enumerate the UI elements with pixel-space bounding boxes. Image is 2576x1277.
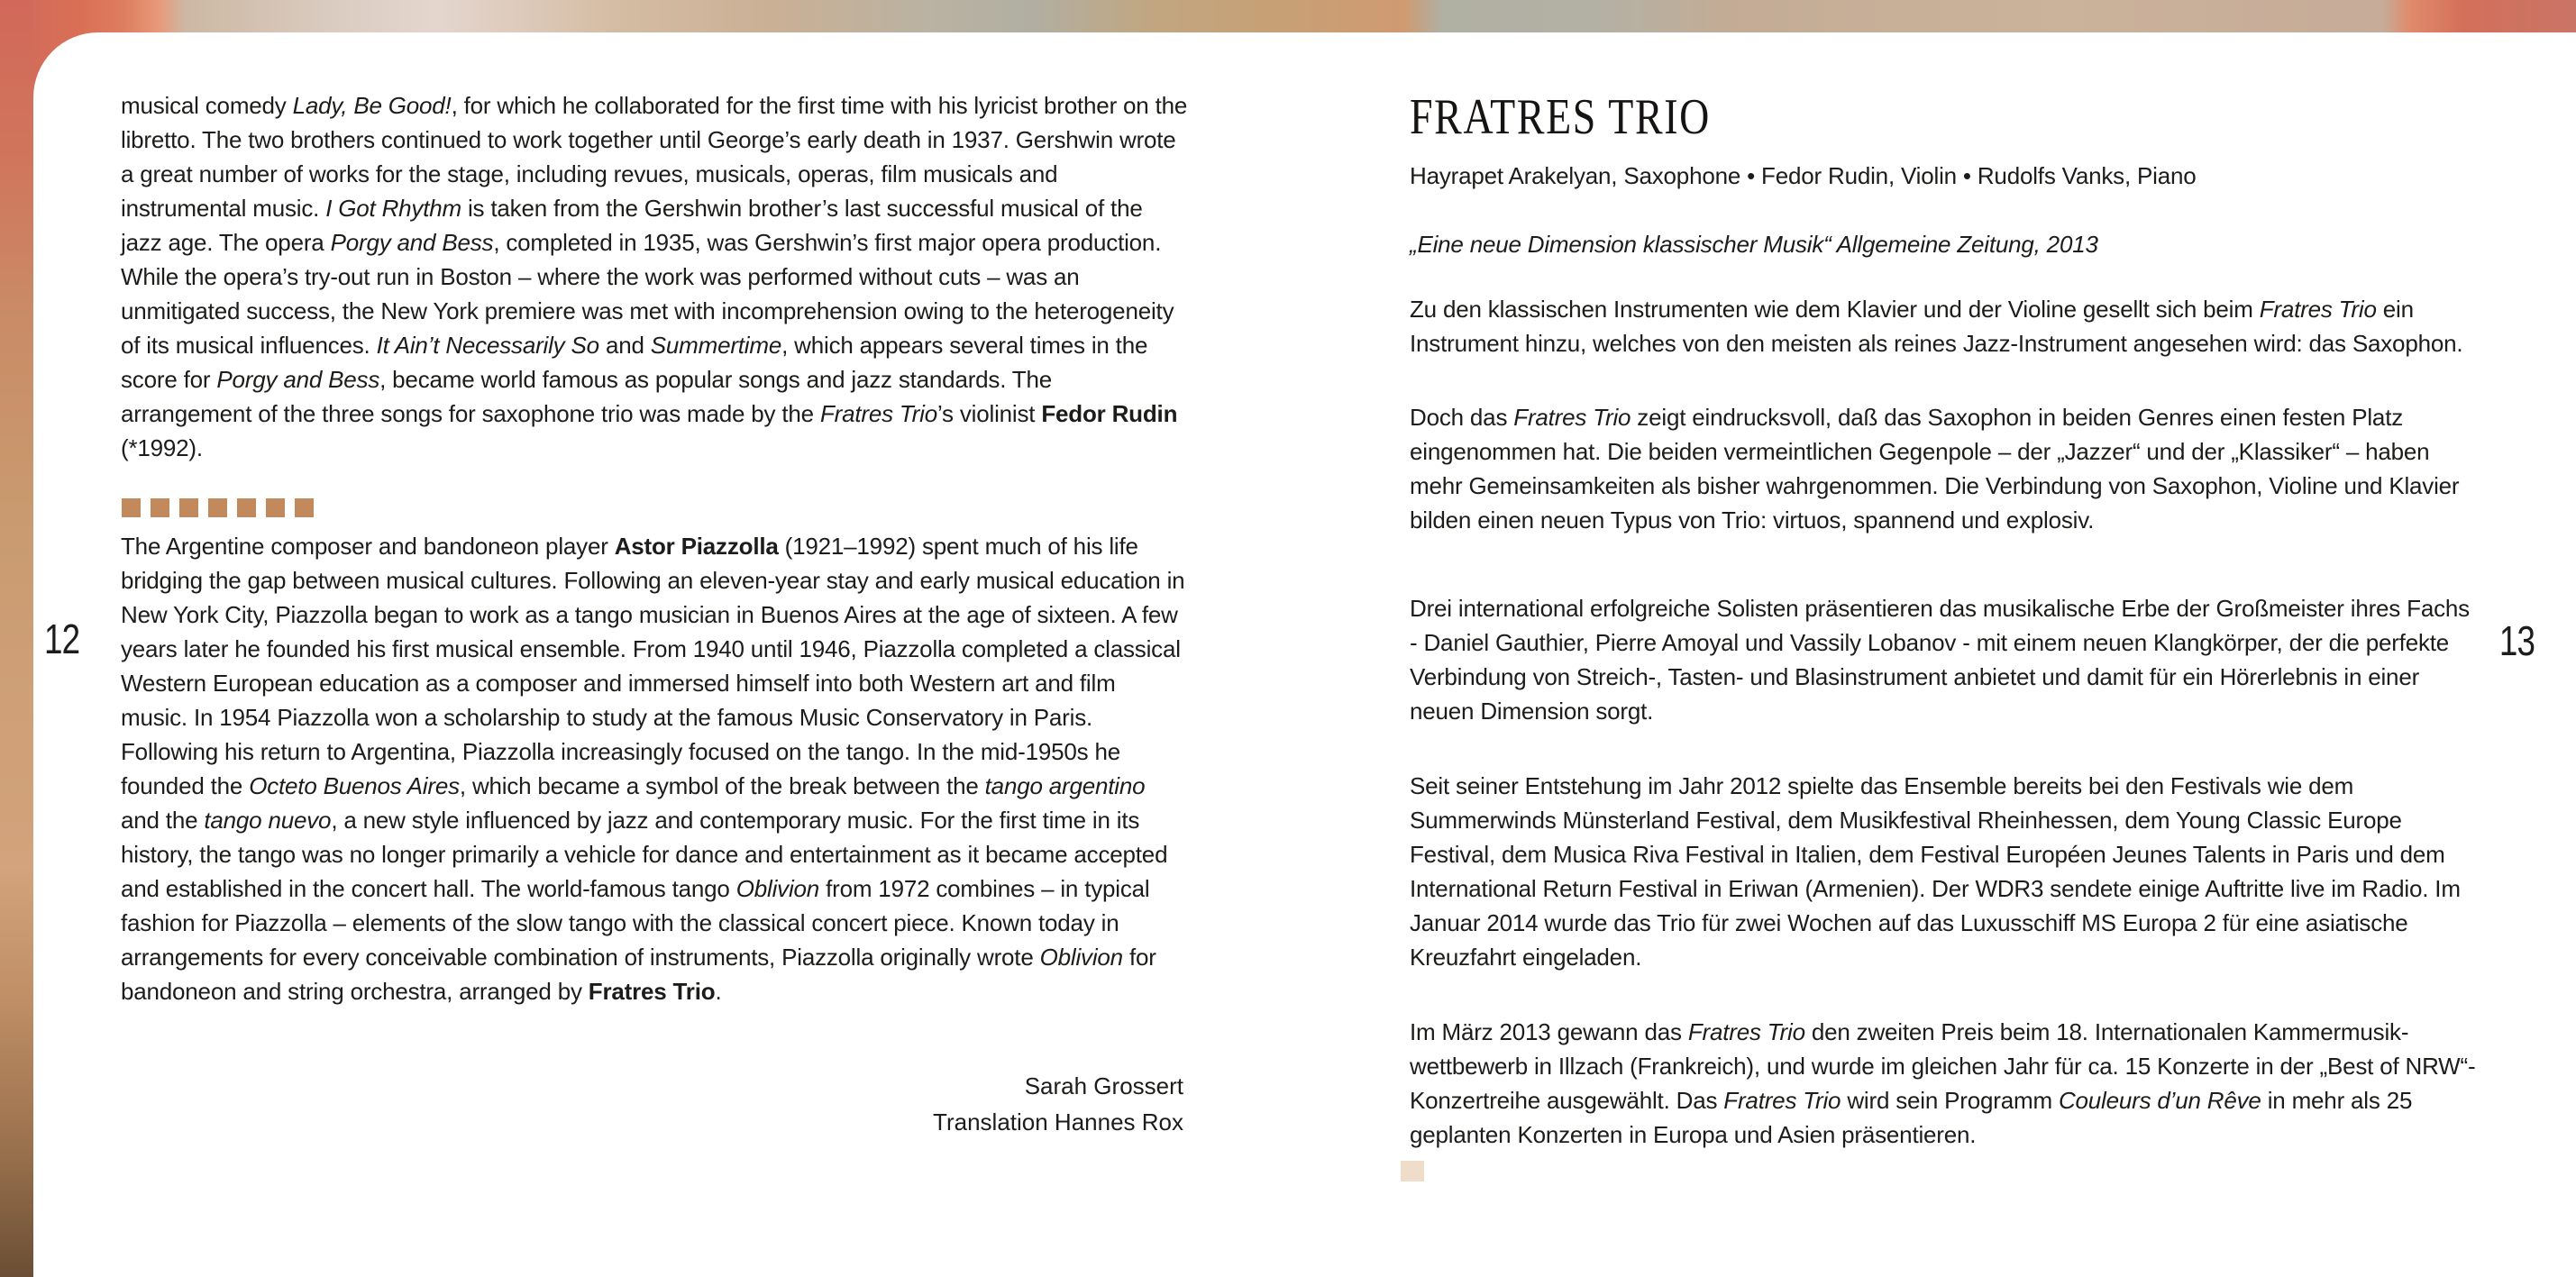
right-column bbox=[1410, 32, 2477, 1277]
page-number-left: 12 bbox=[44, 616, 80, 662]
german-paragraph-1: Zu den klassischen Instrumenten wie dem Klavier und der Violine gesellt sich beim Fratres Trio ein Instrument hinzu, welches von den meisten als reines Jazz-Instrument angesehen wird: das Saxophon. bbox=[1410, 296, 2463, 357]
german-paragraph-4: Seit seiner Entstehung im Jahr 2012 spielte das Ensemble bereits bei den Festivals wie dem Summerwinds Münsterland Festival, dem Musikfestival Rheinhessen, dem Young Classic Europe Festival, dem Musica Riva Festival in Italien, dem Festival Européen Jeunes Talents in Paris und dem International Return Festival in Eriwan (Armenien). Der WDR3 sendete einige Auftritte live im Radio. Im Januar 2014 wurde das Trio für zwei Wochen auf das Luxusschiff MS Europa 2 für eine asiatische Kreuzfahrt eingeladen. bbox=[1410, 772, 2461, 971]
ornament-square bbox=[122, 498, 141, 517]
page-title: FRATRES TRIO bbox=[1410, 89, 1711, 145]
left-column bbox=[121, 32, 1188, 1277]
ornament-square bbox=[295, 498, 314, 517]
ornament-square bbox=[237, 498, 256, 517]
press-quote: „Eine neue Dimension klassischer Musik“ Allgemeine Zeitung, 2013 bbox=[1410, 231, 2098, 258]
credits-block bbox=[933, 1068, 1183, 1140]
ornament-square bbox=[208, 498, 227, 517]
ornament-square bbox=[179, 498, 198, 517]
ornament-square bbox=[266, 498, 285, 517]
booklet-page bbox=[33, 32, 2576, 1277]
background-left-strip bbox=[0, 0, 33, 1277]
german-paragraph-5: Im März 2013 gewann das Fratres Trio den zweiten Preis beim 18. Internationalen Kammermusikwettbewerb in Illzach (Frankreich), und wurde im gleichen Jahr für ca. 15 Konzerte in der „Best of NRW“-Konzertreihe ausgewählt. Das Fratres Trio wird sein Programm Couleurs d’un Rêve in mehr als 25 geplanten Konzerten in Europa und Asien präsentieren. bbox=[1410, 1018, 2476, 1148]
translation-credit: Translation Hannes Rox bbox=[933, 1108, 1183, 1136]
ornament-squares bbox=[122, 498, 314, 517]
gershwin-paragraph: musical comedy Lady, Be Good!, for which he collaborated for the first time with his lyricist brother on the libretto. The two brothers continued to work together until George’s early death in 1937. Gershwin wrote a great number of works for the stage, including revues, musicals, operas, film musicals and instrumental music. I Got Rhythm is taken from the Gershwin brother’s last successful musical of the jazz age. The opera Porgy and Bess, completed in 1935, was Gershwin’s first major opera production. While the opera’s try-out run in Boston – where the work was performed without cuts – was an unmitigated success, the New York premiere was met with incomprehension owing to the heterogeneity of its musical influences. It Ain’t Necessarily So and Summertime, which appears several times in the score for Porgy and Bess, became world famous as popular songs and jazz standards. The arrangement of the three songs for saxophone trio was made by the Fratres Trio’s violinist Fedor Rudin (*1992). bbox=[121, 92, 1188, 461]
end-ornament-square bbox=[1401, 1161, 1424, 1181]
german-paragraph-2: Doch das Fratres Trio zeigt eindrucksvoll, daß das Saxophon in beiden Genres einen festen Platz eingenommen hat. Die beiden vermeintlichen Gegenpole – der „Jazzer“ und der „Klassiker“ – haben mehr Gemeinsamkeiten als bisher wahrgenommen. Die Verbindung von Saxophon, Violine und Klavier bilden einen neuen Typus von Trio: virtuos, spannend und explosiv. bbox=[1410, 404, 2460, 534]
ornament-square bbox=[151, 498, 169, 517]
author-credit: Sarah Grossert bbox=[1024, 1072, 1183, 1099]
page-number-right: 13 bbox=[2498, 617, 2535, 664]
piazzolla-paragraph: The Argentine composer and bandoneon player Astor Piazzolla (1921–1992) spent much of his life bridging the gap between musical cultures. Following an eleven-year stay and early musical education in New York City, Piazzolla began to work as a tango musician in Buenos Aires at the age of sixteen. A few years later he founded his first musical ensemble. From 1940 until 1946, Piazzolla completed a classical Western European education as a composer and immersed himself into both Western art and film music. In 1954 Piazzolla won a scholarship to study at the famous Music Conservatory in Paris. Following his return to Argentina, Piazzolla increasingly focused on the tango. In the mid-1950s he founded the Octeto Buenos Aires, which became a symbol of the break between the tango argentino and the tango nuevo, a new style influenced by jazz and contemporary music. For the first time in its history, the tango was no longer primarily a vehicle for dance and entertainment as it became accepted and established in the concert hall. The world-famous tango Oblivion from 1972 combines – in typical fashion for Piazzolla – elements of the slow tango with the classical concert piece. Known today in arrangements for every conceivable combination of instruments, Piazzolla originally wrote Oblivion for bandoneon and string orchestra, arranged by Fratres Trio. bbox=[121, 533, 1185, 1005]
german-paragraph-3: Drei international erfolgreiche Solisten präsentieren das musikalische Erbe der Großmeister ihres Fachs - Daniel Gauthier, Pierre Amoyal und Vassily Lobanov - mit einem neuen Klangkörper, der die perfekte Verbindung von Streich-, Tasten- und Blasinstrument anbietet und damit für ein Hörerlebnis in einer neuen Dimension sorgt. bbox=[1410, 595, 2470, 725]
ensemble-members: Hayrapet Arakelyan, Saxophone • Fedor Rudin, Violin • Rudolfs Vanks, Piano bbox=[1410, 162, 2197, 189]
